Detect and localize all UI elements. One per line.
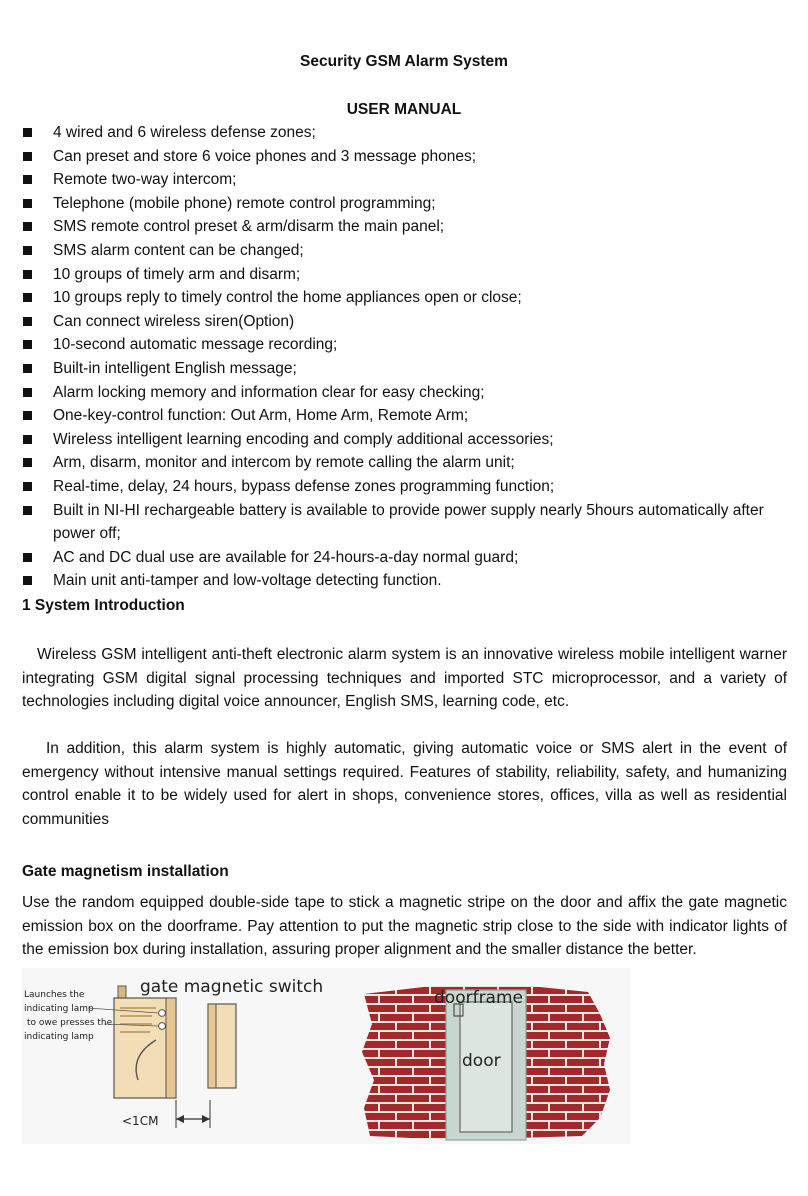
feature-item — [22, 310, 792, 334]
bullet-icon — [23, 458, 32, 467]
bullet-icon — [23, 364, 32, 373]
feature-text: Arm, disarm, monitor and intercom by remote calling the alarm unit; — [53, 454, 515, 472]
feature-item — [22, 404, 792, 428]
feature-text: Real-time, delay, 24 hours, bypass defense zones programming function; — [53, 477, 555, 495]
feature-text: Can preset and store 6 voice phones and 3 message phones; — [53, 147, 477, 165]
feature-item — [22, 168, 792, 192]
feature-text: SMS remote control preset & arm/disarm the main panel; — [53, 218, 445, 236]
bullet-icon — [23, 317, 32, 326]
feature-text: Built in NI-HI rechargeable battery is available to provide power supply nearly 5hours automatically after power off; — [53, 501, 764, 543]
bullet-icon — [23, 340, 32, 349]
feature-item — [22, 145, 792, 169]
door-label: door — [462, 1051, 501, 1071]
feature-text: 10 groups reply to timely control the home appliances open or close; — [53, 289, 522, 307]
feature-item — [22, 475, 792, 499]
switch-title: gate magnetic switch — [140, 977, 324, 997]
feature-text: Can connect wireless siren(Option) — [53, 312, 295, 330]
feature-text: Remote two-way intercom; — [53, 171, 237, 189]
feature-item — [22, 546, 792, 570]
bullet-icon — [23, 388, 32, 397]
feature-text: SMS alarm content can be changed; — [53, 241, 304, 259]
feature-text: Telephone (mobile phone) remote control programming; — [53, 194, 436, 212]
feature-item — [22, 286, 792, 310]
section-heading-gate-magnetism: Gate magnetism installation — [22, 863, 229, 880]
installation-paragraph: Use the random equipped double-side tape to stick a magnetic stripe on the door and affix the gate magnetic emission box on the doorframe. Pay attention to put the magnetic strip close to the side with indicator lights of the emission box during installation, assuring proper alignment and the smaller distance the better. — [22, 894, 787, 959]
feature-item — [22, 357, 792, 381]
feature-item — [22, 239, 792, 263]
feature-item — [22, 499, 792, 546]
bullet-icon — [23, 128, 32, 137]
feature-list — [22, 121, 792, 593]
feature-text: Built-in intelligent English message; — [53, 359, 297, 377]
magnetic-strip — [208, 1004, 236, 1088]
bullet-icon — [23, 152, 32, 161]
feature-text: 10-second automatic message recording; — [53, 336, 338, 354]
emission-box — [114, 986, 176, 1098]
bullet-icon — [23, 482, 32, 491]
intro-paragraph-1: Wireless GSM intelligent anti-theft electronic alarm system is an innovative wireless mobile intelligent warner integrating GSM digital signal processing techniques and imported STC microprocessor, and a variety of technologies including digital voice announcer, English SMS, learning code, etc. — [22, 646, 787, 711]
feature-text: 4 wired and 6 wireless defense zones; — [53, 124, 316, 141]
label-owe-line1: to owe presses the — [27, 1018, 113, 1028]
feature-item — [22, 428, 792, 452]
bullet-icon — [23, 506, 32, 515]
feature-item — [22, 381, 792, 405]
label-launch-line1: Launches the — [24, 990, 85, 1000]
bullet-icon — [23, 553, 32, 562]
feature-item — [22, 263, 792, 287]
installation-figure — [22, 968, 630, 1144]
bullet-icon — [23, 270, 32, 279]
bullet-icon — [23, 435, 32, 444]
label-owe-line2: indicating lamp — [24, 1032, 94, 1042]
bullet-icon — [23, 246, 32, 255]
document-title: Security GSM Alarm System — [300, 53, 508, 70]
feature-text: Alarm locking memory and information clear for easy checking; — [53, 383, 485, 401]
bullet-icon — [23, 576, 32, 585]
bullet-icon — [23, 199, 32, 208]
bullet-icon — [23, 175, 32, 184]
feature-text: 10 groups of timely arm and disarm; — [53, 265, 301, 283]
feature-text: One-key-control function: Out Arm, Home Arm, Remote Arm; — [53, 407, 469, 425]
doorframe-label: doorframe — [434, 988, 523, 1008]
section-heading-system-introduction: 1 System Introduction — [22, 597, 185, 614]
feature-text: AC and DC dual use are available for 24-hours-a-day normal guard; — [53, 548, 519, 566]
feature-item — [22, 192, 792, 216]
bullet-icon — [23, 411, 32, 420]
document-subtitle: USER MANUAL — [346, 101, 462, 118]
bullet-icon — [23, 222, 32, 231]
intro-paragraph-2: In addition, this alarm system is highly automatic, giving automatic voice or SMS alert in the event of emergency without intensive manual settings required. Features of stability, reliability, safety, and humanizing control enable it to be widely used for alert in shops, convenience stores, offices, villa as well as residential communities — [22, 740, 787, 828]
feature-item — [22, 121, 792, 145]
feature-text: Wireless intelligent learning encoding and comply additional accessories; — [53, 430, 554, 448]
label-launch-line2: indicating lamp — [24, 1004, 94, 1014]
bullet-icon — [23, 293, 32, 302]
installation-diagram — [22, 968, 630, 1144]
feature-item — [22, 215, 792, 239]
feature-item — [22, 569, 792, 593]
feature-item — [22, 451, 792, 475]
feature-item — [22, 333, 792, 357]
gap-label: <1CM — [122, 1114, 159, 1128]
feature-text: Main unit anti-tamper and low-voltage detecting function. — [53, 572, 442, 590]
gap-dimension — [176, 1100, 210, 1128]
